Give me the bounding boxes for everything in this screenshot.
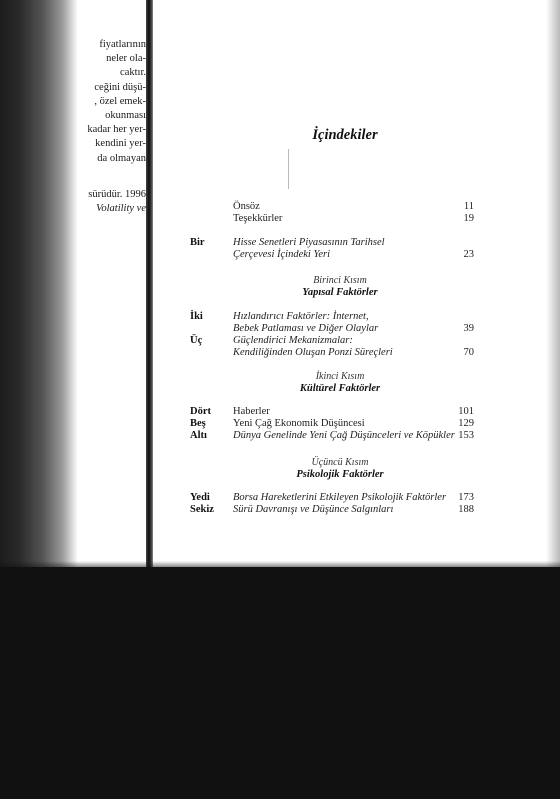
prev-line: ceğini düşü- <box>94 81 146 93</box>
entry-page: 23 <box>463 249 474 260</box>
toc-entry-bir-cont <box>0 248 560 261</box>
chapter-label: Yedi <box>190 492 210 503</box>
chapter-label: Bir <box>190 237 205 248</box>
entry-page: 188 <box>458 504 474 515</box>
prev-line: , özel emek- <box>94 95 146 107</box>
prev-line: kendini yer- <box>95 138 146 150</box>
toc-entry-sekiz <box>0 503 560 516</box>
entry-page: 39 <box>463 323 474 334</box>
entry-title: Bebek Patlaması ve Diğer Olaylar <box>233 323 379 334</box>
entry-title: Borsa Hareketlerini Etkileyen Psikolojik Faktörler <box>233 492 447 503</box>
part-heading-3 <box>240 457 440 481</box>
entry-title: Yeni Çağ Ekonomik Düşüncesi <box>233 418 365 429</box>
toc-entry-tesekkurler <box>0 212 560 225</box>
entry-title: Dünya Genelinde Yeni Çağ Düşünceleri ve Köpükler <box>233 430 455 441</box>
prev-line: okunması <box>105 110 146 122</box>
chapter-label: Sekiz <box>190 504 214 515</box>
chapter-label: Dört <box>190 406 211 417</box>
prev-line: kadar her yer- <box>87 124 146 136</box>
entry-title: Sürü Davranışı ve Düşünce Salgınları <box>233 504 394 515</box>
entry-title: Hızlandırıcı Faktörler: İnternet, <box>233 311 369 322</box>
page-mark <box>288 149 289 189</box>
prev-line: neler ola- <box>106 53 146 65</box>
prev-line: Volatility ve <box>96 203 146 215</box>
previous-page-fragment <box>60 38 146 216</box>
entry-title: Haberler <box>233 406 270 417</box>
prev-line: caktır. <box>120 67 146 79</box>
entry-page: 11 <box>463 201 474 212</box>
entry-page: 173 <box>458 492 474 503</box>
entry-page: 70 <box>463 347 474 358</box>
part-number: Birinci Kısım <box>313 275 367 286</box>
part-heading-1 <box>240 275 440 299</box>
entry-page: 19 <box>463 213 474 224</box>
chapter-label: Üç <box>190 335 203 346</box>
entry-title: Hisse Senetleri Piyasasının Tarihsel <box>233 237 385 248</box>
part-heading-2 <box>240 371 440 395</box>
entry-page: 129 <box>458 418 474 429</box>
chapter-label: İki <box>190 311 203 322</box>
entry-title: Teşekkürler <box>233 213 283 224</box>
prev-line: fiyatlarının <box>99 39 146 50</box>
entry-title: Kendiliğinden Oluşan Ponzi Süreçleri <box>233 347 393 358</box>
part-name: Psikolojik Faktörler <box>296 469 384 480</box>
toc-entry-alti <box>0 429 560 442</box>
entry-title: Güçlendirici Mekanizmalar: <box>233 335 353 346</box>
entry-page: 101 <box>458 406 474 417</box>
entry-title: Önsöz <box>233 201 260 212</box>
prev-line: sürüdür. 1996 <box>88 188 146 200</box>
part-number: Üçüncü Kısım <box>311 457 369 468</box>
part-name: Yapısal Faktörler <box>302 287 378 298</box>
chapter-label: Beş <box>190 418 206 429</box>
scan-dark-area <box>0 567 560 799</box>
book-gutter <box>146 0 153 575</box>
chapter-label: Altı <box>190 430 207 441</box>
part-name: Kültürel Faktörler <box>299 383 381 394</box>
toc-entry-uc-cont <box>0 346 560 359</box>
entry-title: Çerçevesi İçindeki Yeri <box>233 249 330 260</box>
prev-line: da olmayan <box>97 152 146 164</box>
page-title: İçindekiler <box>312 127 378 143</box>
part-number: İkinci Kısım <box>315 371 365 382</box>
entry-page: 153 <box>458 430 474 441</box>
